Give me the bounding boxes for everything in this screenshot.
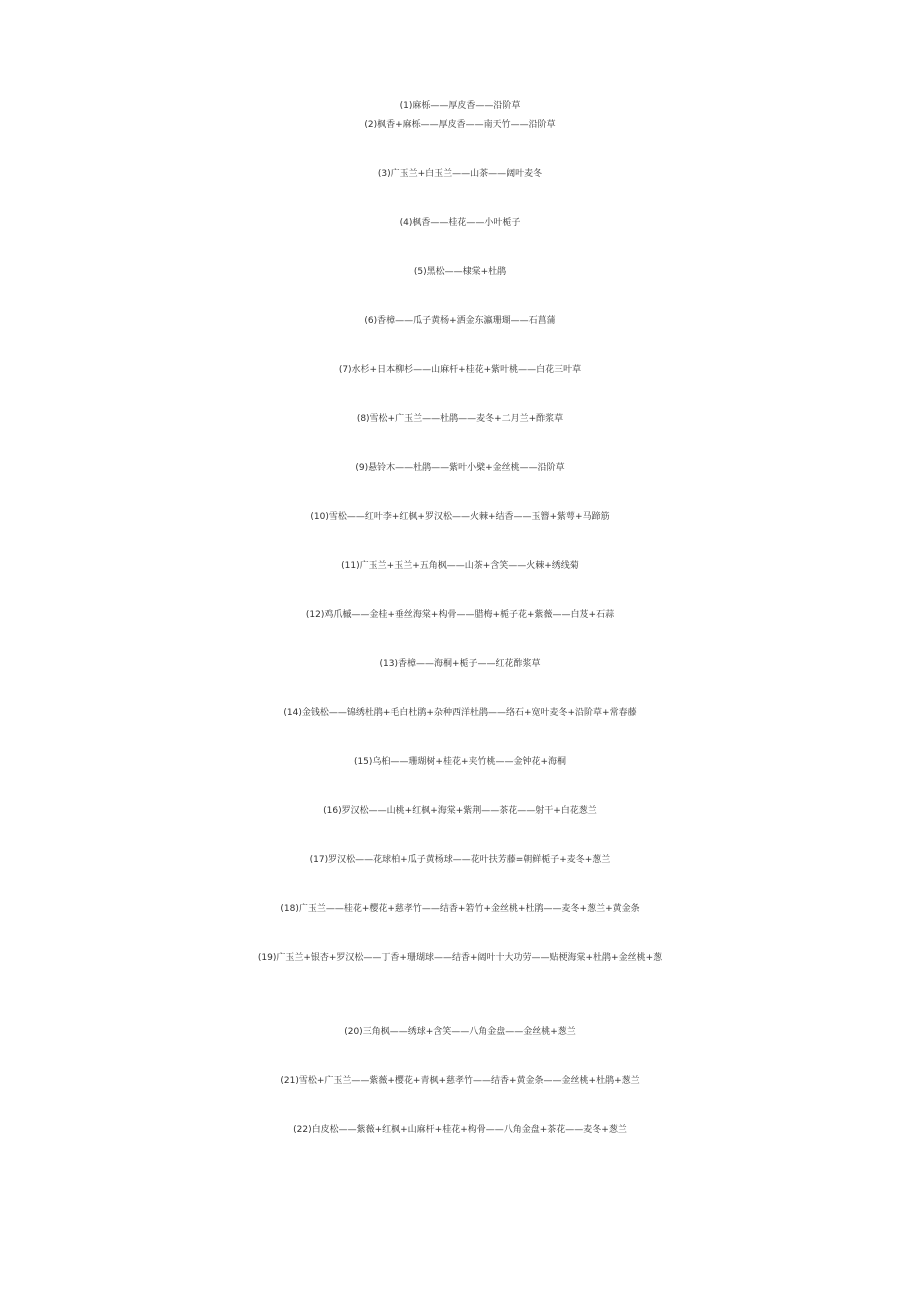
planting-line-22: (22)白皮松——紫薇+红枫+山麻杆+桂花+构骨——八角金盘+茶花——麦冬+葱兰 — [293, 1125, 627, 1135]
planting-line-11: (11)广玉兰+玉兰+五角枫——山茶+含笑——火棘+绣线菊 — [341, 561, 579, 571]
planting-line-19: (19)广玉兰+银杏+罗汉松——丁香+珊瑚球——结香+阔叶十大功劳——贴梗海棠+杜鹃+金丝桃+葱 — [257, 953, 663, 963]
planting-line-4: (4)枫香——桂花——小叶栀子 — [399, 218, 521, 228]
planting-line-3: (3)广玉兰+白玉兰——山茶——阔叶麦冬 — [377, 169, 543, 179]
planting-line-12: (12)鸡爪槭——金桂+垂丝海棠+构骨——腊梅+栀子花+紫薇——白芨+石蒜 — [305, 610, 615, 620]
planting-line-8: (8)雪松+广玉兰——杜鹃——麦冬+二月兰+酢浆草 — [356, 414, 564, 424]
planting-line-20: (20)三角枫——绣球+含笑——八角金盘——金丝桃+葱兰 — [344, 1027, 576, 1037]
planting-line-17: (17)罗汉松——花球柏+瓜子黄杨球——花叶扶芳藤=朝鲜栀子+麦冬+葱兰 — [309, 855, 611, 865]
planting-line-7: (7)水杉+日本柳杉——山麻杆+桂花+紫叶桃——白花三叶草 — [338, 365, 582, 375]
planting-line-16: (16)罗汉松——山桃+红枫+海棠+紫荆——茶花——射干+白花葱兰 — [323, 806, 597, 816]
planting-line-18: (18)广玉兰——桂花+樱花+慈孝竹——结香+箬竹+金丝桃+杜鹃——麦冬+葱兰+黄金条 — [280, 904, 640, 914]
planting-line-10: (10)雪松——红叶李+红枫+罗汉松——火棘+结香——玉簪+紫萼+马蹄筋 — [310, 512, 610, 522]
planting-line-13: (13)香樟——海桐+栀子——红花酢浆草 — [379, 659, 541, 669]
planting-line-15: (15)乌桕——珊瑚树+桂花+夹竹桃——金钟花+海桐 — [353, 757, 567, 767]
planting-line-1: (1)麻栎——厚皮香——沿阶草 — [399, 101, 521, 111]
planting-line-6: (6)香樟——瓜子黄杨+洒金东瀛珊瑚——石菖蒲 — [364, 316, 556, 326]
planting-line-21: (21)雪松+广玉兰——紫薇+樱花+青枫+慈孝竹——结香+黄金条——金丝桃+杜鹃+葱兰 — [280, 1076, 640, 1086]
planting-line-14: (14)金钱松——锦绣杜鹃+毛白杜鹃+杂种西洋杜鹃——络石+宽叶麦冬+沿阶草+常春藤 — [283, 708, 637, 718]
planting-line-2: (2)枫香+麻栎——厚皮香——南天竹——沿阶草 — [364, 120, 556, 130]
planting-line-9: (9)悬铃木——杜鹃——紫叶小檗+金丝桃——沿阶草 — [355, 463, 565, 473]
planting-line-5: (5)黑松——棣棠+杜鹃 — [413, 267, 507, 277]
